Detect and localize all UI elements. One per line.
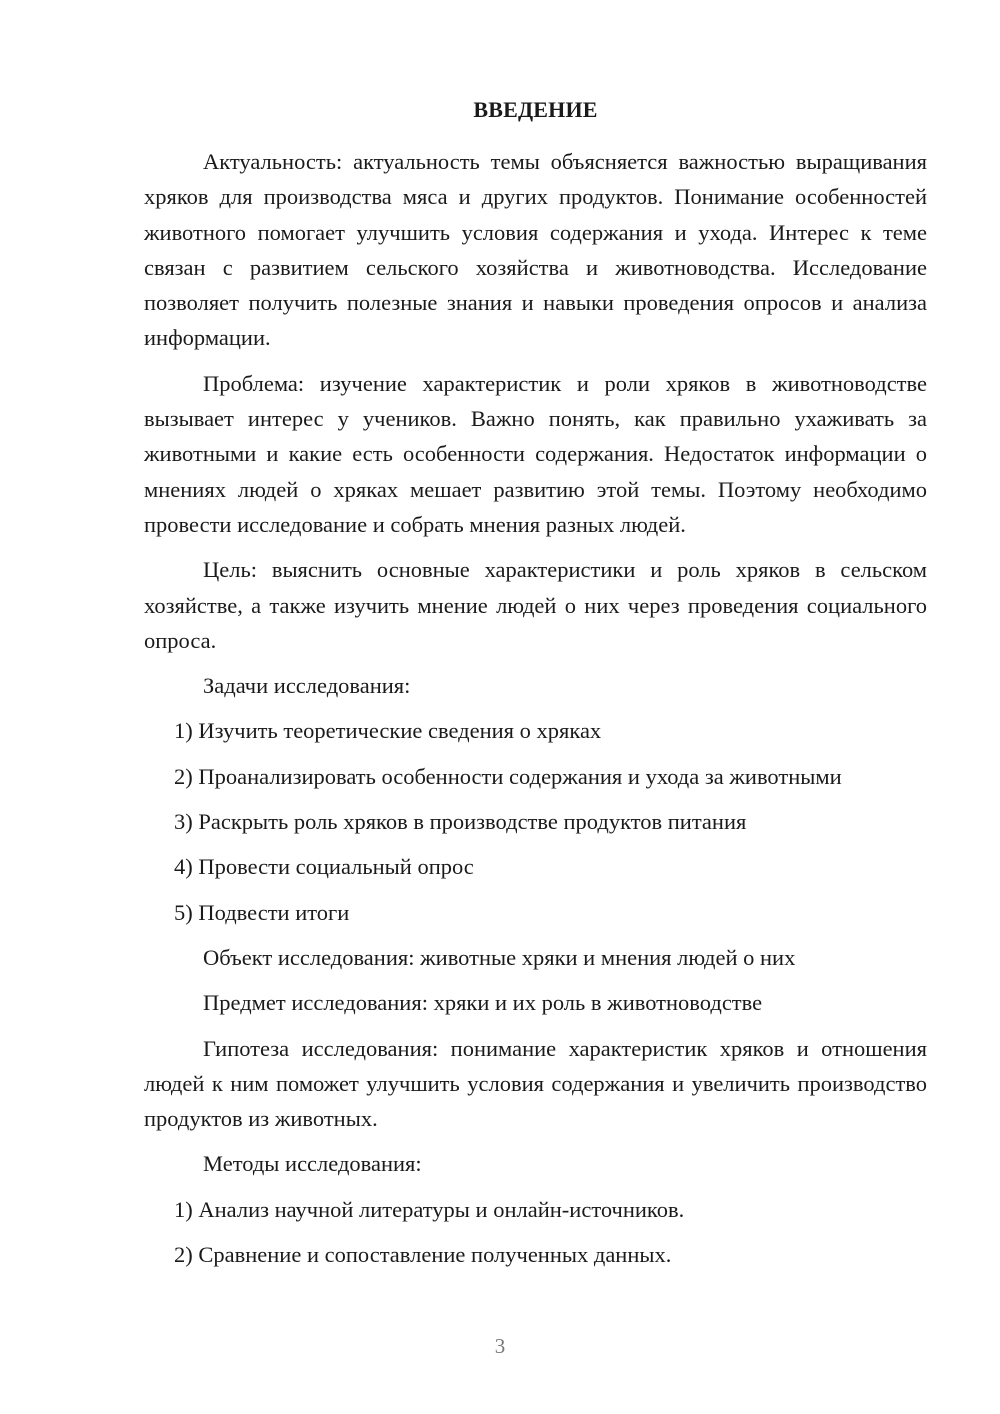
document-page bbox=[144, 96, 927, 1282]
list-item: 2) Сравнение и сопоставление полученных данных. bbox=[174, 1242, 672, 1268]
goal-paragraph: Цель: выяснить основные характеристики и роль хряков в сельском хозяйстве, а также изучить мнение людей о них через проведения социального опроса. bbox=[144, 557, 927, 653]
subject-line: Предмет исследования: хряки и их роль в животноводстве bbox=[203, 990, 763, 1016]
list-item: 2) Проанализировать особенности содержания и ухода за животными bbox=[174, 763, 842, 789]
tasks-heading: Задачи исследования: bbox=[203, 673, 411, 699]
relevance-paragraph: Актуальность: актуальность темы объясняется важностью выращивания хряков для производства мяса и других продуктов. Понимание особенностей животного помогает улучшить условия содержания и ухода. Интерес к теме связан с развитием сельского хозяйства и животноводства. Исследование позволяет получить полезные знания и навыки проведения опросов и анализа информации. bbox=[144, 149, 927, 351]
section-title: ВВЕДЕНИЕ bbox=[473, 97, 598, 122]
page-number: 3 bbox=[494, 1334, 506, 1358]
list-item: 4) Провести социальный опрос bbox=[174, 854, 474, 880]
object-line: Объект исследования: животные хряки и мнения людей о них bbox=[203, 944, 796, 970]
problem-paragraph: Проблема: изучение характеристик и роли хряков в животноводстве вызывает интерес у учеников. Важно понять, как правильно ухаживать за животными и какие есть особенности содержания. Недостаток информации о мнениях людей о хряках мешает развитию этой темы. Поэтому необходимо провести исследование и собрать мнения разных людей. bbox=[144, 370, 927, 537]
list-item: 3) Раскрыть роль хряков в производстве продуктов питания bbox=[174, 809, 747, 835]
methods-list bbox=[144, 1192, 927, 1273]
list-item: 5) Подвести итоги bbox=[174, 899, 350, 925]
list-item: 1) Изучить теоретические сведения о хряках bbox=[174, 718, 602, 744]
hypothesis-paragraph: Гипотеза исследования: понимание характеристик хряков и отношения людей к ним поможет улучшить условия содержания и увеличить производство продуктов из животных. bbox=[144, 1035, 927, 1132]
methods-heading: Методы исследования: bbox=[203, 1151, 422, 1177]
list-item: 1) Анализ научной литературы и онлайн-источников. bbox=[174, 1196, 685, 1222]
tasks-list bbox=[144, 713, 927, 929]
